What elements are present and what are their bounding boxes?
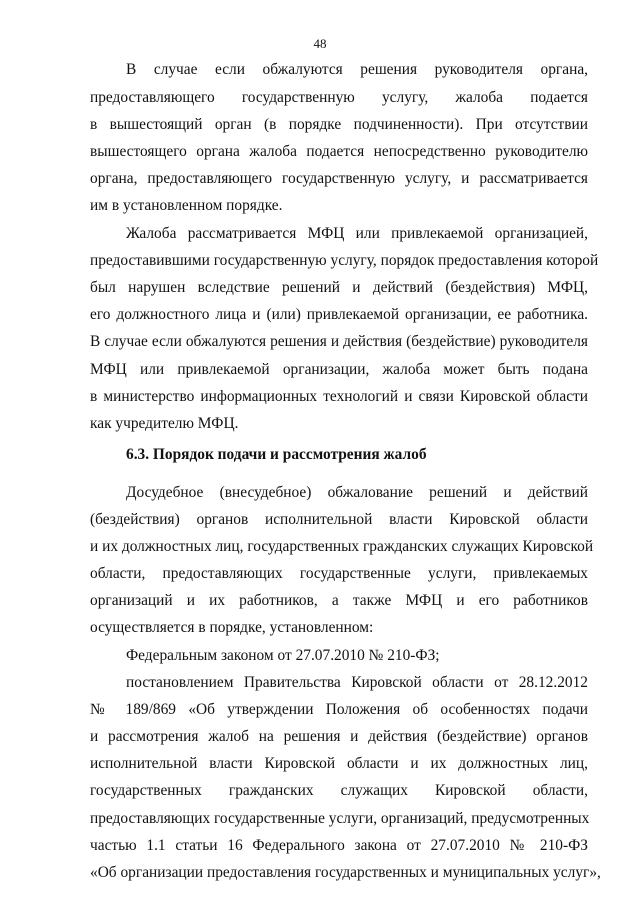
text-line: организаций и их работников, а также МФЦ и его работников xyxy=(90,592,588,609)
section-heading: 6.3. Порядок подачи и рассмотрения жалоб xyxy=(126,446,427,463)
text-line: и их должностных лиц, государственных гражданских служащих Кировской xyxy=(90,538,594,555)
text-line: осуществляется в порядке, установленном: xyxy=(90,619,374,636)
text-line: органа, предоставляющего государственную услугу, и рассматривается xyxy=(90,170,588,187)
text-line: как учредителю МФЦ. xyxy=(90,415,239,432)
text-line: (бездействия) органов исполнительной власти Кировской области xyxy=(90,511,588,528)
text-line: его должностного лица и (или) привлекаемой организации, ее работника. xyxy=(90,306,588,323)
text-line: в вышестоящий орган (в порядке подчиненности). При отсутствии xyxy=(90,116,588,133)
text-line: исполнительной власти Кировской области и их должностных лиц, xyxy=(90,755,588,772)
text-line: «Об организации предоставления государственных и муниципальных услуг», xyxy=(90,864,601,881)
text-line: области, предоставляющих государственные услуги, привлекаемых xyxy=(90,565,588,582)
text-line: № 189/869 «Об утверждении Положения об особенностях подачи xyxy=(90,701,588,718)
text-line: Жалоба рассматривается МФЦ или привлекаемой организацией, xyxy=(126,225,588,242)
text-line: предоставляющего государственную услугу, жалоба подается xyxy=(90,89,588,106)
text-line: Досудебное (внесудебное) обжалование решений и действий xyxy=(126,484,588,501)
text-line: государственных гражданских служащих Кировской области, xyxy=(90,782,588,799)
text-line: предоставившими государственную услугу, порядок предоставления которой xyxy=(90,252,599,269)
text-line: МФЦ или привлекаемой организации, жалоба может быть подана xyxy=(90,361,588,378)
text-line: и рассмотрения жалоб на решения и действия (бездействие) органов xyxy=(90,728,588,745)
text-line: предоставляющих государственные услуги, организаций, предусмотренных xyxy=(90,810,590,827)
text-line: В случае если обжалуются решения руководителя органа, xyxy=(126,61,588,78)
text-line: им в установленном порядке. xyxy=(90,197,283,214)
text-line: вышестоящего органа жалоба подается непосредственно руководителю xyxy=(90,143,588,160)
text-line: в министерство информационных технологий и связи Кировской области xyxy=(90,388,588,405)
text-line: был нарушен вследствие решений и действий (бездействия) МФЦ, xyxy=(90,279,588,296)
page-number: 48 xyxy=(313,36,327,51)
text-line: частью 1.1 статьи 16 Федерального закона от 27.07.2010 № 210-ФЗ xyxy=(90,837,588,854)
text-line: Федеральным законом от 27.07.2010 № 210-ФЗ; xyxy=(126,647,440,664)
text-line: постановлением Правительства Кировской области от 28.12.2012 xyxy=(126,674,588,691)
text-line: В случае если обжалуются решения и действия (бездействие) руководителя xyxy=(90,333,588,350)
